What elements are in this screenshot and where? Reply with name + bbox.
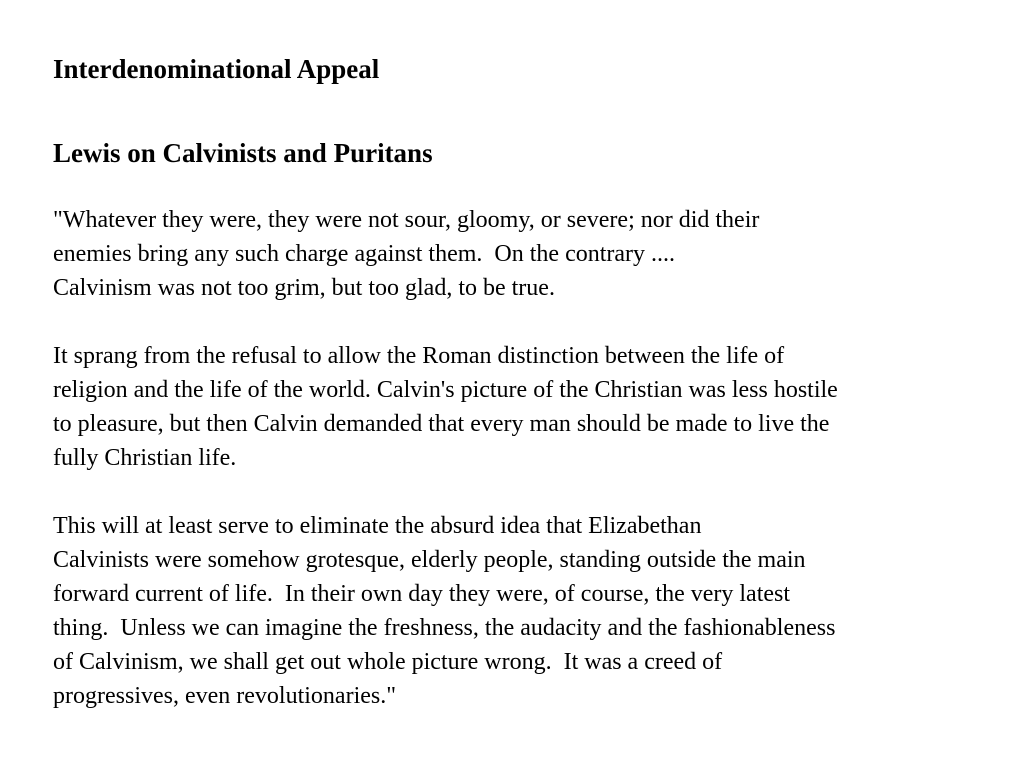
text-line: Calvinists were somehow grotesque, elderly people, standing outside the main	[53, 547, 806, 573]
text-line: of Calvinism, we shall get out whole picture wrong. It was a creed of	[53, 649, 723, 675]
text-line: It sprang from the refusal to allow the Roman distinction between the life of	[53, 343, 785, 369]
text-line: to pleasure, but then Calvin demanded that every man should be made to live the	[53, 411, 830, 437]
text-line: forward current of life. In their own day they were, of course, the very latest	[53, 581, 791, 607]
text-line: religion and the life of the world. Calvin's picture of the Christian was less hostile	[53, 377, 838, 403]
text-line: progressives, even revolutionaries."	[53, 683, 397, 709]
text-line: enemies bring any such charge against them. On the contrary ....	[53, 241, 676, 267]
quote-body	[53, 203, 984, 713]
text-line: fully Christian life.	[53, 445, 237, 471]
slide-title: Interdenominational Appeal	[53, 54, 380, 84]
quote-paragraph-1	[53, 203, 984, 305]
text-line: This will at least serve to eliminate the absurd idea that Elizabethan	[53, 513, 702, 539]
slide-subtitle: Lewis on Calvinists and Puritans	[53, 138, 433, 168]
quote-paragraph-3	[53, 509, 984, 713]
quote-paragraph-2	[53, 339, 984, 475]
text-line: Calvinism was not too grim, but too glad, to be true.	[53, 275, 555, 301]
text-line: "Whatever they were, they were not sour, gloomy, or severe; nor did their	[53, 207, 760, 233]
text-line: thing. Unless we can imagine the freshness, the audacity and the fashionableness	[53, 615, 836, 641]
